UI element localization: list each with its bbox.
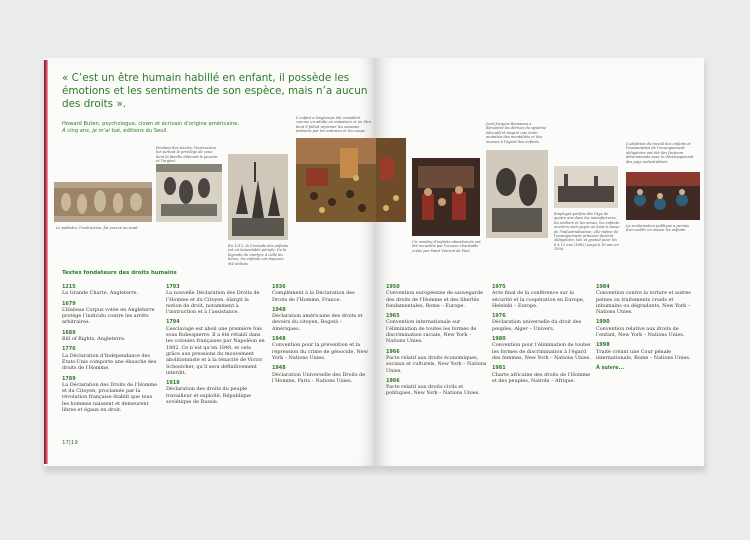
timeline-entry — [272, 284, 370, 303]
timeline-entry — [596, 342, 700, 361]
author-line: Howard Buten, psychologue, clown et écrivain d’origine américaine. — [62, 121, 240, 127]
timeline-entry — [596, 319, 700, 338]
entry-text: Déclaration des droits du peuple travailleur et exploité, République soviétique de Russie. — [166, 386, 252, 406]
caption-education: L'abolition du travail des enfants et l'instauration de l'enseignement obligatoire ont été des facteurs déterminants pour le développement des pays industrialisés. — [626, 142, 694, 164]
page-number: 17|19 — [62, 440, 78, 446]
entry-text: Convention pour la prévention et la répression du crime de génocide, New York – Nations Unies. — [272, 342, 368, 361]
timeline-column-1 — [62, 284, 158, 417]
left-page — [44, 58, 376, 466]
timeline-column-3 — [272, 284, 370, 388]
timeline-entry — [62, 330, 158, 343]
entry-year: 1984 — [596, 284, 610, 290]
entry-text: Charte africaine des droits de l’Homme et des peuples, Nairobi – Afrique. — [492, 371, 591, 384]
pull-quote: « C’est un être humain habillé en enfant, il possède les émotions et les sentiments de son espèce, mais n’a aucun des droits ». — [62, 72, 368, 111]
entry-text: Déclaration universelle du droit des peuples, Alger – Univers. — [492, 319, 582, 332]
entry-year: 1215 — [62, 284, 76, 290]
timeline-column-4 — [386, 284, 488, 401]
caption-rousseau: Jean-Jacques Rousseau a démontré les dérives du système éducatif et inspiré une lente mutation des mentalités et des moeurs à l'égard des enfants. — [486, 122, 547, 144]
entry-text: Pacte relatif aux droits civils et politiques, New York – Nations Unies. — [386, 384, 480, 397]
entry-text: Traité créant une Cour pénale internationale, Rome – Nations Unies. — [596, 348, 691, 361]
factory-engraving-image — [554, 166, 618, 208]
entry-year: 1918 — [166, 380, 180, 387]
timeline-entry — [272, 307, 370, 332]
entry-text: L’Habeas Corpus votée en Angleterre protège l’individu contre les arrêts arbitraires. — [62, 306, 155, 326]
entry-year: 1948 — [272, 336, 286, 343]
entry-year: 1976 — [492, 313, 506, 320]
entry-year: 1776 — [62, 346, 76, 353]
open-book — [44, 58, 704, 466]
entry-text: Pacte relatif aux droits économiques, sociaux et culturels, New York – Nations Unies. — [386, 354, 487, 374]
entry-year: 1965 — [386, 313, 400, 320]
entry-year: 1966 — [386, 377, 400, 384]
caption-public-school: La scolarisation publique a permis d'accueillir en masse les enfants. — [626, 224, 689, 233]
entry-year: 1689 — [62, 329, 76, 336]
timeline-entry — [272, 336, 370, 361]
source-title: À cinq ans, je m’ai tué — [62, 128, 120, 134]
timeline-entry — [596, 284, 700, 315]
entry-text: La Déclaration des Droits de l’Homme et du Citoyen, proclamée par la révolution française établit que tous les hommes naissent et demeurent libres et égaux en droit. — [62, 381, 158, 414]
entry-text: La Grande Charte, Angleterre. — [62, 290, 138, 297]
timeline-entry — [166, 319, 266, 376]
entry-year: 1793 — [166, 284, 180, 290]
classroom-painting-image — [626, 172, 700, 220]
entry-year: 1990 — [596, 319, 610, 326]
timeline-entry — [492, 284, 592, 309]
source-publisher: , éditions du Seuil. — [119, 128, 169, 134]
entry-year: 1975 — [492, 284, 506, 290]
entry-text: Déclaration américaine des droits et devoirs du citoyen, Bogotá – Amériques. — [272, 313, 363, 332]
timeline-entry — [386, 313, 488, 344]
quote-attribution — [62, 121, 292, 135]
timeline-entry — [492, 365, 592, 384]
entry-text: Acte final de la conférence sur la sécurité et la coopération en Europe, Helsinki – Europe. — [492, 290, 585, 309]
caption-discipline: L'enfant a longtemps été considéré comme un adulte en miniature et un être dont il fallait réprimer les mauvais instincts par les entraves et les coups. — [296, 116, 372, 134]
page-edge-red — [44, 60, 48, 464]
timeline-column-5 — [492, 284, 592, 388]
timeline-entry — [62, 376, 158, 414]
entry-year: 1981 — [492, 365, 506, 372]
continued-label: À suivre... — [596, 365, 625, 372]
entry-text: Convention pour l’élimination de toutes les formes de discrimination à l’égard des femmes, New York – Nations Unies. — [492, 342, 591, 361]
timeline-entry — [62, 284, 158, 297]
entry-year: 1950 — [386, 284, 400, 290]
right-page — [376, 58, 704, 466]
entry-text: L’esclavage est aboli une première fois sous Robespierre. Il a été rétabli dans les colonies françaises par Napoléon en 1802. Ce n’est qu’en 1848, et cela grâce aux pressions du mouvement abolitionniste et à la ténacité de Victor Schoelcher, qu’il sera définitivement interdit. — [166, 325, 265, 376]
timeline-entry — [166, 284, 266, 315]
timeline-entry — [62, 346, 158, 371]
entry-year: 1948 — [272, 306, 286, 313]
timeline-entry — [386, 378, 488, 397]
entry-year: 1980 — [492, 336, 506, 343]
entry-text: Convention internationale sur l’élimination de toutes les formes de discrimination raciale, New York – Nations Unies. — [386, 319, 477, 345]
timeline-entry — [492, 313, 592, 332]
timeline-entry — [386, 349, 488, 374]
school-engraving-image — [156, 164, 222, 222]
timeline-column-2 — [166, 284, 266, 409]
relief-sculpture-image — [54, 182, 152, 222]
timeline-entry — [386, 284, 488, 309]
entry-text: Convention européenne de sauvegarde des droits de l’Homme et des libertés fondamentales, Rome – Europe. — [386, 290, 484, 309]
entry-year: 1948 — [272, 365, 286, 372]
entry-year: 1794 — [166, 319, 180, 326]
entry-text: Convention relative aux droits de l’enfant, New York – Nations Unies. — [596, 325, 685, 339]
entry-year: 1936 — [272, 284, 286, 290]
entry-text: Complément à la Déclaration des Droits de l’Homme, France. — [272, 290, 355, 303]
entry-text: Bill of Rights, Angleterre. — [62, 336, 126, 343]
children-games-painting-right — [376, 138, 406, 222]
entry-text: La Déclaration d’Indépendance des États-Unis comporte une ébauche des droits de l’Homme. — [62, 352, 157, 372]
children-games-painting-left — [296, 138, 376, 222]
entry-text: Déclaration Universelle des Droits de l’Homme, Paris – Nations Unies. — [272, 371, 366, 384]
caption-charity: Un nombre d'enfants abandonnés ont été recueillis par l'oeuvre charitable créée par Saint Vincent de Paul. — [412, 240, 481, 253]
crusade-engraving-image — [228, 154, 288, 240]
entry-year: 1679 — [62, 300, 76, 307]
timeline-entry — [272, 365, 370, 384]
timeline-column-6 — [596, 284, 700, 372]
entry-year: 1789 — [62, 375, 76, 382]
entry-year: 1998 — [596, 342, 610, 349]
caption-child-labor: Employés parfois dès l'âge de quatre ans dans les manufactures, les ateliers et les mines, les enfants ouvriers sont payés au bout à cause de l'industrialisation; elle-même de l'enseignement primaire devient obligatoire, laïc et gratuit pour les 6 à 13 ans (1882) jusqu'à 16 ans en 1936. — [554, 212, 620, 252]
caption-relief: Le pédiatre, l'instruction, fut exercé au seuil. — [56, 226, 139, 230]
entry-text: Convention contre la torture et autres peines ou traitements cruels et inhumains ou dégradants, New York – Nations Unies. — [596, 290, 691, 316]
charity-painting-image — [412, 158, 480, 236]
timeline-entry — [492, 336, 592, 361]
entry-text: La nouvelle Déclaration des Droits de l’Homme et du Citoyen, élargit la notion de droit, notamment à l’instruction et à l’assistance. — [166, 290, 260, 316]
entry-year: 1966 — [386, 348, 400, 355]
caption-instruction: Pendant des siècles, l'instruction fut surtout le privilège de ceux dont la famille détenait le pouvoir et l'argent. — [156, 146, 218, 164]
section-heading: Textes fondateurs des droits humains — [62, 270, 177, 276]
timeline-entry — [62, 301, 158, 326]
rousseau-engraving-image — [486, 150, 548, 238]
caption-crusade: En 1212, la Croisade des enfants est un lamentable périple. De la légende du martyre à celle du héros, les enfants ont toujours été utilisés. — [228, 244, 289, 266]
source-line — [62, 128, 292, 135]
timeline-entry — [166, 380, 266, 405]
